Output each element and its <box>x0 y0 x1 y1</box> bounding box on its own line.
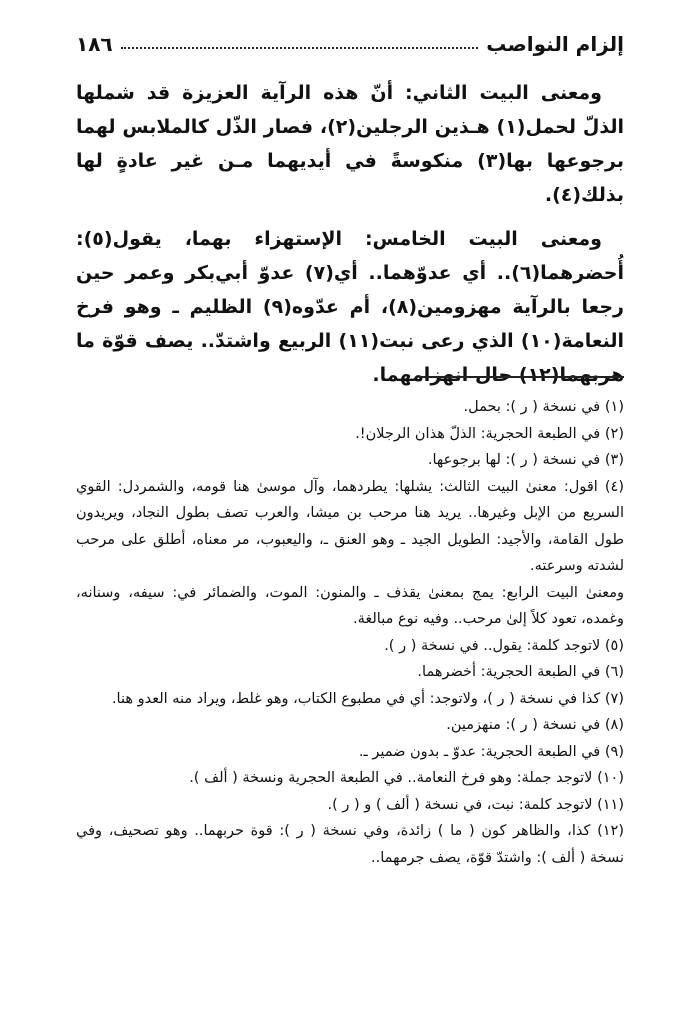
footnote <box>76 739 624 766</box>
footnote <box>76 765 624 792</box>
footnote-text: في نسخة ( ر ): بحمل. <box>463 399 601 415</box>
footnote <box>76 633 624 660</box>
footnote-mark: (٢) <box>604 425 624 442</box>
footnote-text: لاتوجد جملة: وهو فرخ النعامة.. في الطبعة الحجرية ونسخة ( ألف ). <box>189 770 593 786</box>
footnote-mark: (٨) <box>604 717 624 733</box>
footnote <box>76 447 624 474</box>
footnote-text: كذا في نسخة ( ر )، ولاتوجد: أي في مطبوع الكتاب، وهو غلط، ويراد منه العدو هنا. <box>111 690 601 707</box>
footnote <box>76 474 624 580</box>
footnote-text: ومعنىٰ البيت الرابع: يمج بمعنىٰ يقذف ـ والمنون: الموت، والضمائر في: سيفه، وسنانه، وغمده، تعود كلاً إلىٰ مرحب.. وفيه نوع مبالغة. <box>76 584 624 627</box>
footnote <box>76 712 624 739</box>
paragraph: ومعنى البيت الخامس: الإستهزاء بهما، يقول(٥): أُحضرهما(٦).. أي عدوّهما.. أي(٧) عدوّ أبي‌بكر وعمر حين رجعا بالرآية مهزومين(٨)، أم عدّوه(٩) الظليم ـ وهو فرخ النعامة(١٠) الذي رعى نبت(١١) الربيع واشتدّ.. يصف قوّة ما هربهما(١٢) حال انهزامهما. <box>76 228 624 386</box>
running-title: إلزام النواصب <box>486 32 624 56</box>
footnote-text: في الطبعة الحجرية: الذلّ هذان الرجلان!. <box>355 425 601 442</box>
footnote <box>76 421 624 448</box>
footnote-separator <box>419 376 624 378</box>
footnote-mark: (٣) <box>604 452 624 468</box>
footnote-mark: (٧) <box>604 690 624 707</box>
main-text <box>76 76 624 402</box>
footnote <box>76 818 624 871</box>
running-header <box>76 30 624 58</box>
paragraph: ومعنى البيت الثاني: أنّ هذه الرآية العزيزة قد شملها الذلّ لحمل(١) هـذين الرجلين(٢)، فصار الذّل كالملابس لهما برجوعها بها(٣) منكوسةً في أيديهما مـن غير عادةٍ لها بذلك(٤). <box>76 82 624 206</box>
footnote-text: في الطبعة الحجرية: عدوّ ـ بدون ضمير ـ. <box>358 743 601 760</box>
footnote-mark: (٦) <box>604 664 624 680</box>
footnote-text: في الطبعة الحجرية: أخضرهما. <box>417 664 601 680</box>
footnote-text: كذا، والظاهر كون ( ما ) زائدة، وفي نسخة ( ر ): قوة حربهما.. وهو تصحيف، وفي نسخة ( ألف ): واشتدّ قوّة، يصف جرمهما.. <box>76 823 624 866</box>
page-number: ١٨٦ <box>76 32 113 56</box>
footnote <box>76 686 624 713</box>
footnote-mark: (١٢) <box>597 823 625 839</box>
footnote-continuation <box>76 580 624 633</box>
footnote <box>76 394 624 421</box>
footnote-text: في نسخة ( ر ): منهزمين. <box>446 717 601 733</box>
footnote <box>76 792 624 819</box>
footnotes <box>76 394 624 871</box>
leader-dots <box>121 47 479 49</box>
footnote-text: لاتوجد كلمة: نبت، في نسخة ( ألف ) و ( ر ). <box>327 796 593 813</box>
footnote-text: لاتوجد كلمة: يقول.. في نسخة ( ر ). <box>384 637 601 654</box>
footnote <box>76 659 624 686</box>
footnote-mark: (١) <box>604 399 624 415</box>
footnote-mark: (٩) <box>604 743 624 760</box>
footnote-mark: (٤) <box>604 478 624 495</box>
footnote-mark: (١١) <box>597 796 624 813</box>
footnote-text: اقول: معنىٰ البيت الثالث: يشلها: يطردهما، وآل موسىٰ هنا قومه، والشمردل: القوي السريع من الإبل وغيرها.. يريد هنا مرحب بن ميشا، والعرب تصف بطول النجاد، ويريدون طول القامة، والأجيد: الطويل الجيد ـ وهو العنق ـ، واليعبوب، مر معناه، أطلق على مرحب لشدته وسرعته. <box>76 478 624 574</box>
footnote-text: في نسخة ( ر ): لها برجوعها. <box>427 452 601 468</box>
footnote-mark: (١٠) <box>597 770 624 786</box>
footnote-mark: (٥) <box>604 637 624 654</box>
